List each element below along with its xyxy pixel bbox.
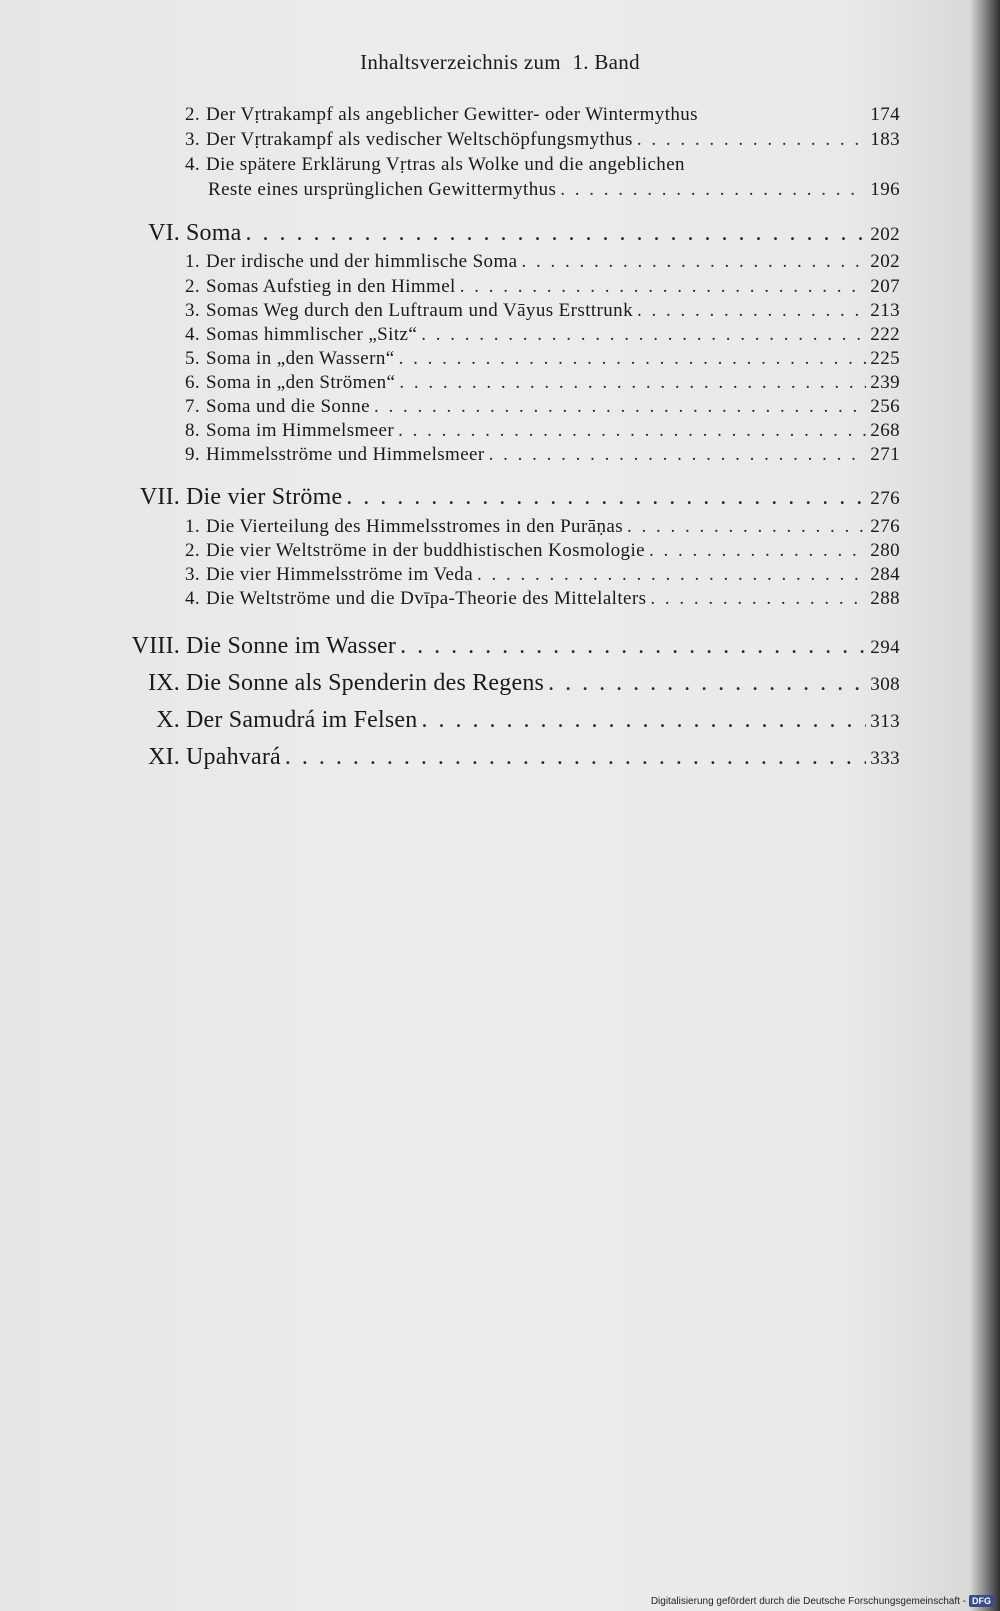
chapter-title: Der Samudrá im Felsen [186,707,418,733]
entry-number: 2. [184,540,200,561]
entry-number: 8. [184,420,200,441]
toc-entry [178,444,900,466]
entry-title: Somas himmlischer „Sitz“ [206,324,418,345]
entry-page: 196 [870,179,900,200]
dot-leader [342,484,866,511]
entry-title: Himmelsströme und Himmelsmeer [206,444,485,465]
entry-page: 271 [870,444,900,465]
dot-leader [394,420,866,442]
toc-entry [178,324,900,346]
dot-leader [418,707,867,734]
entry-number: 4. [184,324,200,345]
toc-entry [178,588,900,610]
chapter-page: 313 [870,711,900,732]
dot-leader [556,179,866,201]
dfg-logo: DFG [969,1595,994,1607]
entry-title: Somas Aufstieg in den Himmel [206,276,456,297]
dot-leader [544,670,866,697]
entry-page: 288 [870,588,900,609]
dot-leader [370,396,866,418]
entry-title: Die vier Weltströme in der buddhistischen Kosmologie [206,540,645,561]
entry-title: Der Vṛtrakampf als angeblicher Gewitter- oder Wintermythus [206,104,698,125]
dot-leader [646,588,866,610]
entry-title: Soma und die Sonne [206,396,370,417]
toc-entry [178,154,900,176]
entry-title: Die Weltströme und die Dvīpa-Theorie des Mittelalters [206,588,647,609]
dot-leader [417,324,866,346]
entry-number: 1. [184,516,200,537]
dot-leader [485,444,866,466]
chapter-title: Soma [186,220,242,246]
dot-leader [241,220,866,247]
entry-title: Soma im Himmelsmeer [206,420,395,441]
toc-entry [178,564,900,586]
entry-page: 183 [870,129,900,150]
entry-title: Die Vierteilung des Himmelsstromes in den Purāṇas [206,516,624,537]
toc-entry [178,300,900,322]
toc-entry [178,104,900,126]
chapter-entry [118,633,900,660]
entry-page: 213 [870,300,900,321]
entry-title: Die spätere Erklärung Vṛtras als Wolke und die angeblichen [206,154,685,175]
dot-leader [633,300,866,322]
chapter-title: Die Sonne im Wasser [186,633,397,659]
entry-page: 225 [870,348,900,369]
toc-entry [178,129,900,151]
toc-entry [178,420,900,442]
entry-title: Die vier Himmelsströme im Veda [206,564,474,585]
chapter-title: Die vier Ströme [186,484,343,510]
entry-number: 3. [184,564,200,585]
header-title: Inhaltsverzeichnis zum [360,50,561,74]
entry-title: Somas Weg durch den Luftraum und Vāyus Ersttrunk [206,300,633,321]
chapter-entry [138,220,900,247]
entry-title: Soma in „den Wassern“ [206,348,395,369]
toc-entry [178,540,900,562]
entry-number: 7. [184,396,200,417]
dot-leader [633,129,866,151]
entry-page: 174 [870,104,900,125]
dot-leader [517,251,866,273]
toc-entry [178,251,900,273]
chapter-entry [128,484,900,511]
entry-title: Der Vṛtrakampf als vedischer Weltschöpfungsmythus [206,129,633,150]
dot-leader [623,516,866,538]
dot-leader [645,540,866,562]
entry-number: 3. [184,129,200,150]
entry-page: 207 [870,276,900,297]
dot-leader [395,372,866,394]
entry-page: 222 [870,324,900,345]
chapter-page: 294 [870,637,900,658]
chapter-number: VI. [148,220,180,246]
credit-text: Digitalisierung gefördert durch die Deutsche Forschungsgemeinschaft - [650,1595,966,1607]
entry-number: 2. [184,104,200,125]
chapter-number: XI. [148,744,180,770]
dot-leader [456,276,866,298]
chapter-title: Upahvará [186,744,281,770]
dot-leader [473,564,866,586]
entry-number: 4. [184,588,200,609]
toc-entry [178,516,900,538]
chapter-entry [118,670,900,697]
dot-leader [281,744,866,771]
chapter-page: 308 [870,674,900,695]
entry-number: 5. [184,348,200,369]
chapter-title: Die Sonne als Spenderin des Regens [186,670,545,696]
header-volume: 1. Band [572,50,640,74]
entry-number: 2. [184,276,200,297]
entry-title: Der irdische und der himmlische Soma [206,251,518,272]
chapter-number: VII. [139,484,180,510]
chapter-number: IX. [148,670,180,696]
chapter-page: 276 [870,488,900,509]
dot-leader [395,348,866,370]
entry-page: 256 [870,396,900,417]
entry-number: 9. [184,444,200,465]
entry-number: 3. [184,300,200,321]
chapter-entry [118,707,900,734]
chapter-page: 202 [870,224,900,245]
toc-entry [178,348,900,370]
entry-title-continued: Reste eines ursprünglichen Gewittermythus [208,179,557,200]
entry-page: 280 [870,540,900,561]
chapter-number: VIII. [131,633,180,659]
entry-page: 202 [870,251,900,272]
entry-number: 1. [184,251,200,272]
toc-entry [178,372,900,394]
chapter-page: 333 [870,748,900,769]
entry-number: 6. [184,372,200,393]
toc-entry-continuation [208,179,900,201]
toc-entry [178,396,900,418]
entry-page: 284 [870,564,900,585]
entry-title: Soma in „den Strömen“ [206,372,396,393]
dot-leader [396,633,866,660]
chapter-number: X. [156,707,180,733]
digitization-credit [651,1595,994,1607]
entry-page: 276 [870,516,900,537]
chapter-entry [118,744,900,771]
entry-page: 268 [870,420,900,441]
entry-number: 4. [184,154,200,175]
toc-entry [178,276,900,298]
entry-page: 239 [870,372,900,393]
